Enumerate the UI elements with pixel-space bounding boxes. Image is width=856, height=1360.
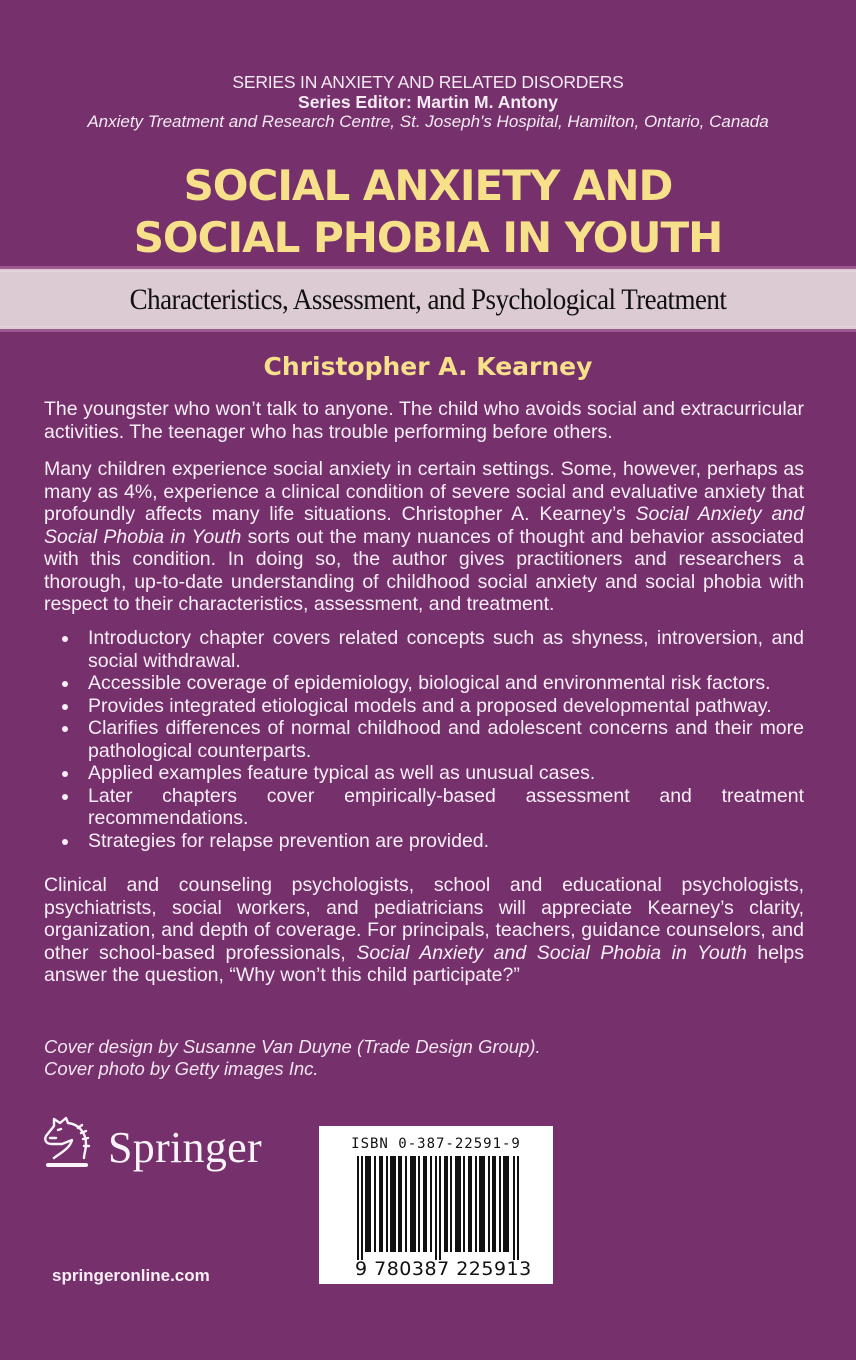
list-item-text: Applied examples feature typical as well as unusual cases. [88, 762, 596, 784]
text-run: Many children experience social anxiety in certain settings. Some, however, perhaps as many as 4%, experience a clinical condition of severe social and evaluative anxiety that profoundly affects many life situations. Christopher A. Kearney’s [44, 458, 804, 525]
feature-list [62, 627, 804, 852]
list-item-text: Introductory chapter covers related concepts such as shyness, introversion, and social withdrawal. [88, 627, 804, 672]
list-item-text: Accessible coverage of epidemiology, biological and environmental risk factors. [88, 672, 771, 694]
book-title-line1: SOCIAL ANXIETY AND [183, 161, 673, 210]
paragraph-text: The youngster who won’t talk to anyone. The child who avoids social and extracurricular activities. The teenager who has trouble performing before others. [44, 398, 804, 443]
series-title: SERIES IN ANXIETY AND RELATED DISORDERS [232, 72, 624, 92]
series-editor: Series Editor: Martin M. Antony [298, 92, 558, 112]
book-title-italic: Social Anxiety and Social Phobia in Youth [356, 941, 747, 964]
description-paragraph-1 [44, 398, 804, 443]
bullet-icon [62, 704, 68, 710]
publisher-name: Springer [108, 1122, 262, 1172]
paragraph-text [44, 458, 804, 616]
book-title-italic: Social Anxiety and Social Phobia in Youth [44, 503, 804, 548]
book-subtitle: Characteristics, Assessment, and Psychological Treatment [129, 283, 727, 316]
list-item-text: Provides integrated etiological models and a proposed developmental pathway. [88, 694, 772, 717]
bullet-icon [62, 771, 68, 777]
ean-13-number: 9 780387 225913 [355, 1258, 532, 1280]
publisher-logo [40, 1112, 262, 1182]
list-item [62, 762, 804, 785]
cover-credits [44, 1036, 541, 1080]
list-item-text: Later chapters cover empirically-based assessment and treatment recommendations. [88, 784, 804, 829]
list-item [62, 717, 804, 762]
bullet-icon [62, 794, 68, 800]
bullet-icon [62, 636, 68, 642]
list-item [62, 672, 804, 695]
subtitle-band [0, 266, 856, 332]
text-run: Clinical and counseling psychologists, school and educational psychologists, psychiatrists, social workers, and pediatricians will appreciate Kearney’s clarity, organization, and depth of coverage. For principals, teachers, guidance counselors, and other school-based professionals, [44, 874, 804, 964]
book-title [0, 160, 856, 264]
list-item [62, 695, 804, 718]
cover-photo-credit: Cover photo by Getty images Inc. [44, 1058, 319, 1079]
paragraph-text [44, 874, 804, 987]
publisher-website[interactable]: springeronline.com [52, 1266, 210, 1285]
cover-design-credit: Cover design by Susanne Van Duyne (Trade Design Group). [44, 1036, 541, 1057]
description-paragraph-2 [44, 458, 804, 616]
list-item-text: Clarifies differences of normal childhood and adolescent concerns and their more pathological counterparts. [88, 717, 804, 762]
list-item-text: Strategies for relapse prevention are provided. [88, 829, 490, 852]
list-item [62, 627, 804, 672]
series-affiliation: Anxiety Treatment and Research Centre, St. Joseph's Hospital, Hamilton, Ontario, Canada [87, 112, 769, 131]
bullet-icon [62, 681, 68, 687]
description-paragraph-3 [44, 874, 804, 987]
isbn-10-label: ISBN 0-387-22591-9 [351, 1136, 521, 1152]
bullet-icon [62, 839, 68, 845]
bullet-icon [62, 726, 68, 732]
text-run: helps answer the question, “Why won’t this child participate?” [44, 941, 804, 986]
author-name: Christopher A. Kearney [263, 352, 593, 381]
book-title-line2: SOCIAL PHOBIA IN YOUTH [133, 213, 723, 262]
barcode-icon [357, 1156, 521, 1260]
knight-horse-icon [40, 1114, 96, 1181]
isbn-barcode [319, 1126, 553, 1284]
series-header [0, 72, 856, 132]
list-item [62, 830, 804, 853]
text-run: sorts out the many nuances of thought and behavior associated with this condition. In doing so, the author gives practitioners and researchers a thorough, up-to-date understanding of childhood social anxiety and social phobia with respect to their characteristics, assessment, and treatment. [44, 525, 804, 615]
list-item [62, 785, 804, 830]
